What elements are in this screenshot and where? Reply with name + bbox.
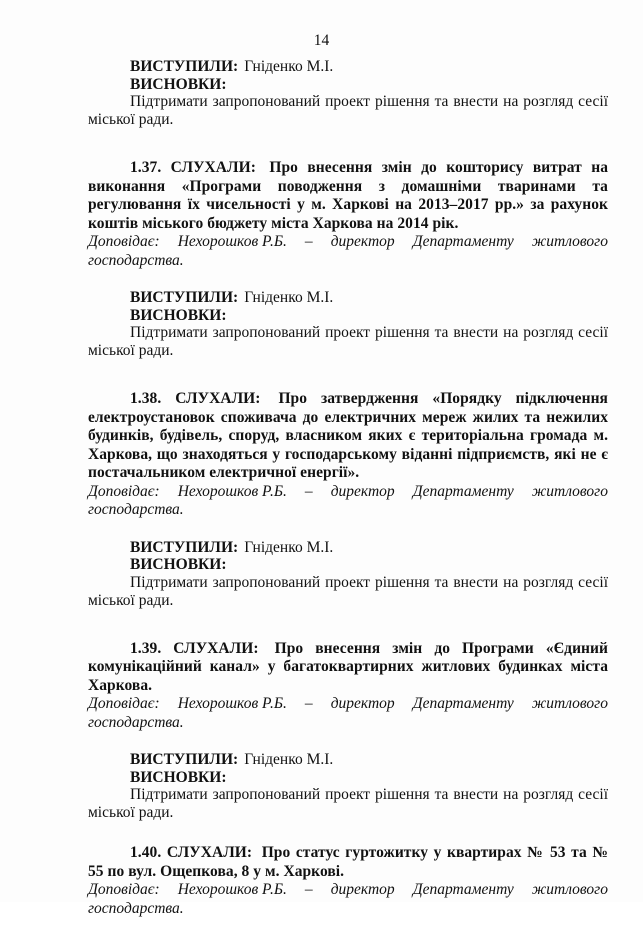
speakers-label: ВИСТУПИЛИ: xyxy=(130,58,239,75)
reporter xyxy=(88,483,608,520)
heard-text: Про затвердження «Порядку підключення електроустановок споживача до електричних мереж жилих та нежилих будинків, будівель, споруд, власником яких є територіальна громада м. Харкова, що знаходяться у господарському віданні підприємств, які не є постачальником електричної енергії». xyxy=(88,390,608,481)
reporter-role-part: Департаменту xyxy=(412,233,514,250)
heard-label: 1.40. СЛУХАЛИ: xyxy=(130,844,253,861)
reporter-line xyxy=(88,695,608,714)
reporter-label: Доповідає: xyxy=(88,482,160,500)
agenda-item-1-37 xyxy=(88,159,608,270)
agenda-item-1-38 xyxy=(88,390,608,520)
reporter-role-part: житлового xyxy=(531,233,608,250)
agenda-item-1-37-resolution xyxy=(88,289,608,360)
speakers-name: Гніденко М.І. xyxy=(244,751,334,768)
conclusions-label: ВИСНОВКИ: xyxy=(130,75,227,93)
conclusions-text: Підтримати запропонований проект рішення та внести на розгляд сесії міської ради. xyxy=(88,786,608,821)
agenda-item-1-39 xyxy=(88,640,608,733)
reporter-name: Нехорошков Р.Б. xyxy=(177,881,287,898)
speakers-label: ВИСТУПИЛИ: xyxy=(130,289,239,306)
agenda-item-1-40 xyxy=(88,844,608,918)
heard-paragraph xyxy=(88,844,608,881)
reporter-name: Нехорошков Р.Б. xyxy=(177,482,287,500)
reporter-line xyxy=(88,881,608,900)
speakers-name: Гніденко М.І. xyxy=(244,289,334,306)
reporter-role-part: житлового xyxy=(531,881,608,898)
speakers-line xyxy=(88,58,608,76)
conclusions-label: ВИСНОВКИ: xyxy=(130,768,227,786)
reporter-dash: – xyxy=(304,482,313,500)
conclusions-line xyxy=(88,76,608,94)
heard-label: 1.39. СЛУХАЛИ: xyxy=(130,639,259,657)
reporter-role-part: директор xyxy=(330,233,395,250)
speakers-line xyxy=(88,751,608,769)
reporter-line xyxy=(88,233,608,252)
reporter-dash: – xyxy=(304,233,313,250)
reporter-role-part: Департаменту xyxy=(412,881,514,898)
speakers-name: Гніденко М.І. xyxy=(244,58,334,75)
conclusions-line xyxy=(88,769,608,787)
reporter-name: Нехорошков Р.Б. xyxy=(177,233,287,250)
conclusions-text: Підтримати запропонований проект рішення та внести на розгляд сесії міської ради. xyxy=(88,573,608,609)
agenda-item-continuation xyxy=(88,58,608,129)
reporter-label: Доповідає: xyxy=(88,695,160,712)
heard-paragraph xyxy=(88,159,608,233)
reporter-role-continuation: господарства. xyxy=(88,501,184,518)
reporter-role-part: директор xyxy=(330,482,395,500)
conclusions-text: Підтримати запропонований проект рішення та внести на розгляд сесії міської ради. xyxy=(88,324,608,359)
heard-paragraph xyxy=(88,640,608,696)
speakers-line xyxy=(88,289,608,307)
conclusions-line xyxy=(88,307,608,325)
heard-label: 1.38. СЛУХАЛИ: xyxy=(130,390,261,407)
reporter-role-part: житлового xyxy=(531,695,608,712)
conclusions-label: ВИСНОВКИ: xyxy=(130,556,227,573)
reporter-line xyxy=(88,483,608,502)
reporter-role-continuation: господарства. xyxy=(88,713,184,731)
reporter-role-part: житлового xyxy=(531,482,608,500)
document-body xyxy=(88,58,608,937)
page-number: 14 xyxy=(313,32,330,49)
speakers-name: Гніденко М.І. xyxy=(244,538,334,556)
reporter xyxy=(88,695,608,732)
conclusions-text: Підтримати запропонований проект рішення та внести на розгляд сесії міської ради. xyxy=(88,93,608,128)
speakers-label: ВИСТУПИЛИ: xyxy=(130,538,239,556)
reporter-role-part: директор xyxy=(330,695,395,712)
reporter-dash: – xyxy=(304,695,313,712)
heard-text: Про статус гуртожитку у квартирах № 53 та № 55 по вул. Ощепкова, 8 у м. Харкові. xyxy=(88,844,608,880)
reporter-role-continuation: господарства. xyxy=(88,251,184,269)
reporter-label: Доповідає: xyxy=(88,881,160,898)
heard-paragraph xyxy=(88,390,608,483)
speakers-label: ВИСТУПИЛИ: xyxy=(130,751,239,768)
agenda-item-1-38-resolution xyxy=(88,539,608,610)
reporter-label: Доповідає: xyxy=(88,233,160,250)
conclusions-line xyxy=(88,556,608,574)
heard-text: Про внесення змін до кошторису витрат на виконання «Програми поводження з домашніми тваринами та регулювання їх чисельності у м. Харкові на 2013–2017 рр.» за рахунок коштів міського бюджету міста Харкова на 2014 рік. xyxy=(88,159,608,232)
speakers-line xyxy=(88,539,608,557)
reporter-dash: – xyxy=(304,881,313,898)
conclusions-label: ВИСНОВКИ: xyxy=(130,306,227,324)
reporter xyxy=(88,881,608,918)
reporter-name: Нехорошков Р.Б. xyxy=(177,695,287,712)
heard-label: 1.37. СЛУХАЛИ: xyxy=(130,159,256,176)
reporter-role-part: Департаменту xyxy=(412,482,514,500)
reporter xyxy=(88,233,608,270)
agenda-item-1-39-resolution xyxy=(88,751,608,822)
reporter-role-continuation: господарства. xyxy=(88,899,184,917)
reporter-role-part: Департаменту xyxy=(412,695,514,712)
heard-text: Про внесення змін до Програми «Єдиний комунікаційний канал» у багатоквартирних житлових будинках міста Харкова. xyxy=(88,639,608,694)
reporter-role-part: директор xyxy=(330,881,395,898)
